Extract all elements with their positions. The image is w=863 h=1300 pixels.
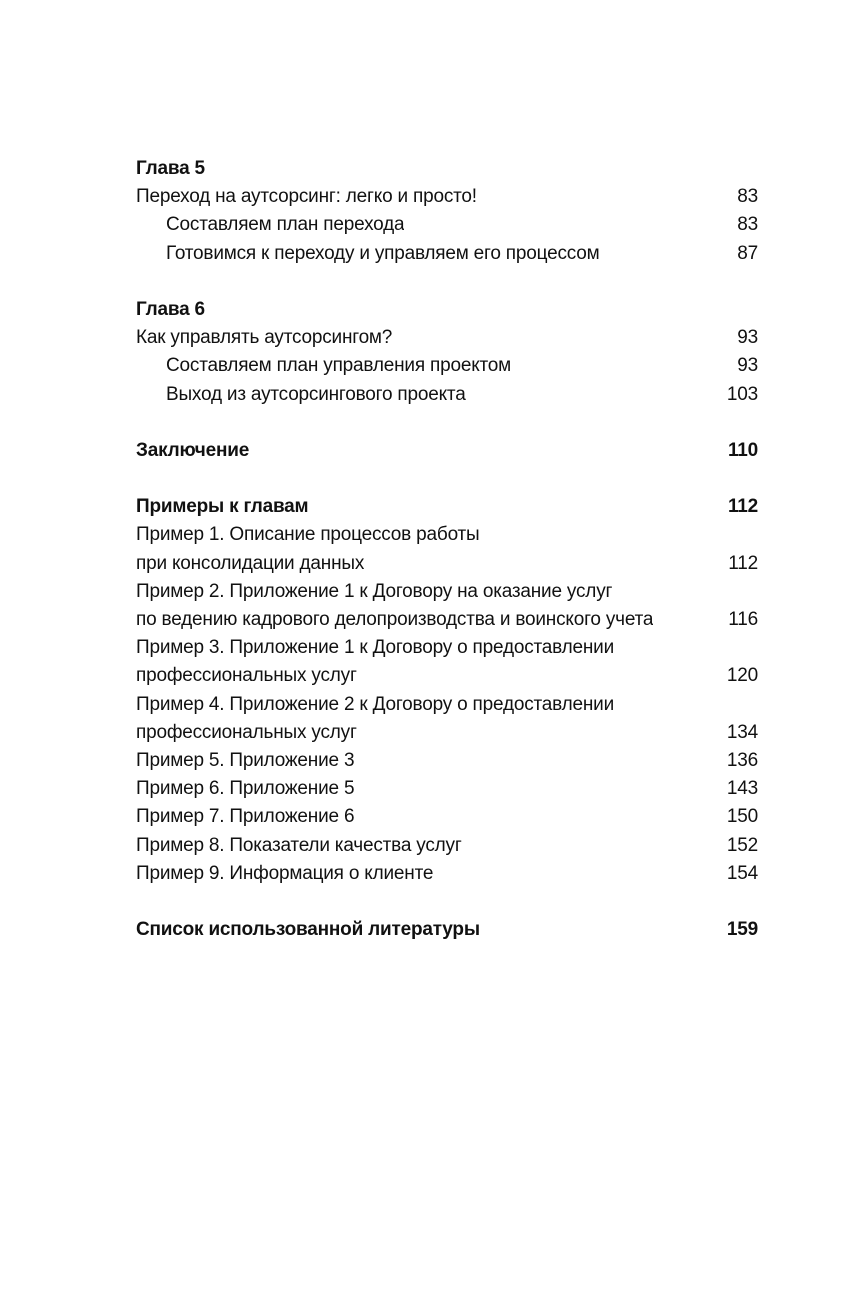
page-number: 120 <box>726 665 758 687</box>
toc-subentry <box>136 211 758 239</box>
entry-title: Пример 4. Приложение 2 к Договору о предоставлении <box>136 693 614 715</box>
bibliography-entry <box>136 916 758 944</box>
chapter-heading: Глава 5 <box>136 158 205 179</box>
toc-entry-line2 <box>136 719 758 747</box>
page-number: 134 <box>726 721 758 743</box>
toc-subentry <box>136 240 758 268</box>
page-number: 112 <box>727 496 758 518</box>
spacer <box>136 465 758 493</box>
page-number: 83 <box>737 214 758 236</box>
page-number: 112 <box>728 552 758 574</box>
toc-entry-line2 <box>136 550 758 578</box>
entry-title: Список использованной литературы <box>136 919 480 941</box>
entry-title: Переход на аутсорсинг: легко и просто! <box>136 186 477 208</box>
entry-title: Пример 8. Показатели качества услуг <box>136 834 462 856</box>
entry-title-cont: при консолидации данных <box>136 552 365 574</box>
page-number: 136 <box>726 749 758 771</box>
chapter-5-heading <box>136 155 758 183</box>
entry-title: Заключение <box>136 439 250 461</box>
toc-entry-line1 <box>136 578 758 606</box>
entry-title: Пример 5. Приложение 3 <box>136 749 355 771</box>
toc-entry <box>136 832 758 860</box>
toc-entry-line1 <box>136 634 758 662</box>
page-number: 159 <box>726 919 758 941</box>
chapter-heading: Глава 6 <box>136 298 205 320</box>
entry-title: Составляем план управления проектом <box>166 355 512 377</box>
spacer <box>136 409 758 437</box>
toc-subentry <box>136 352 758 380</box>
page-number: 154 <box>726 862 758 884</box>
entry-title: Пример 2. Приложение 1 к Договору на оказание услуг <box>136 580 613 602</box>
entry-title-cont: по ведению кадрового делопроизводства и воинского учета <box>136 609 654 630</box>
page-number: 150 <box>726 806 758 828</box>
entry-title: Примеры к главам <box>136 496 309 518</box>
examples-heading <box>136 493 758 521</box>
toc-entry <box>136 803 758 831</box>
table-of-contents <box>136 155 758 944</box>
page-number: 93 <box>737 327 758 349</box>
toc-entry <box>136 747 758 775</box>
toc-entry-line2 <box>136 662 758 690</box>
page-number: 103 <box>726 383 758 405</box>
spacer <box>136 268 758 296</box>
conclusion-entry <box>136 437 758 465</box>
entry-title: Пример 9. Информация о клиенте <box>136 862 434 884</box>
page-number: 116 <box>728 609 758 630</box>
entry-title: Готовимся к переходу и управляем его процессом <box>166 242 600 264</box>
entry-title: Пример 3. Приложение 1 к Договору о предоставлении <box>136 637 614 659</box>
page-number: 93 <box>737 355 758 377</box>
chapter-6-heading <box>136 296 758 324</box>
entry-title: Составляем план перехода <box>166 214 405 236</box>
toc-entry-line1 <box>136 521 758 549</box>
page-number: 87 <box>737 242 758 264</box>
page-number: 110 <box>727 439 758 461</box>
page-number: 83 <box>737 186 758 208</box>
entry-title: Пример 1. Описание процессов работы <box>136 524 480 546</box>
toc-subentry <box>136 381 758 409</box>
toc-entry <box>136 860 758 888</box>
toc-entry <box>136 324 758 352</box>
page-number: 143 <box>726 778 758 800</box>
entry-title: Выход из аутсорсингового проекта <box>166 383 466 405</box>
entry-title: Как управлять аутсорсингом? <box>136 327 393 349</box>
spacer <box>136 888 758 916</box>
entry-title: Пример 7. Приложение 6 <box>136 806 355 828</box>
entry-title: Пример 6. Приложение 5 <box>136 778 355 800</box>
toc-entry <box>136 183 758 211</box>
page-number: 152 <box>726 834 758 856</box>
entry-title-cont: профессиональных услуг <box>136 665 357 687</box>
toc-entry <box>136 775 758 803</box>
toc-entry-line1 <box>136 691 758 719</box>
toc-entry-line2 <box>136 606 758 634</box>
entry-title-cont: профессиональных услуг <box>136 721 357 743</box>
